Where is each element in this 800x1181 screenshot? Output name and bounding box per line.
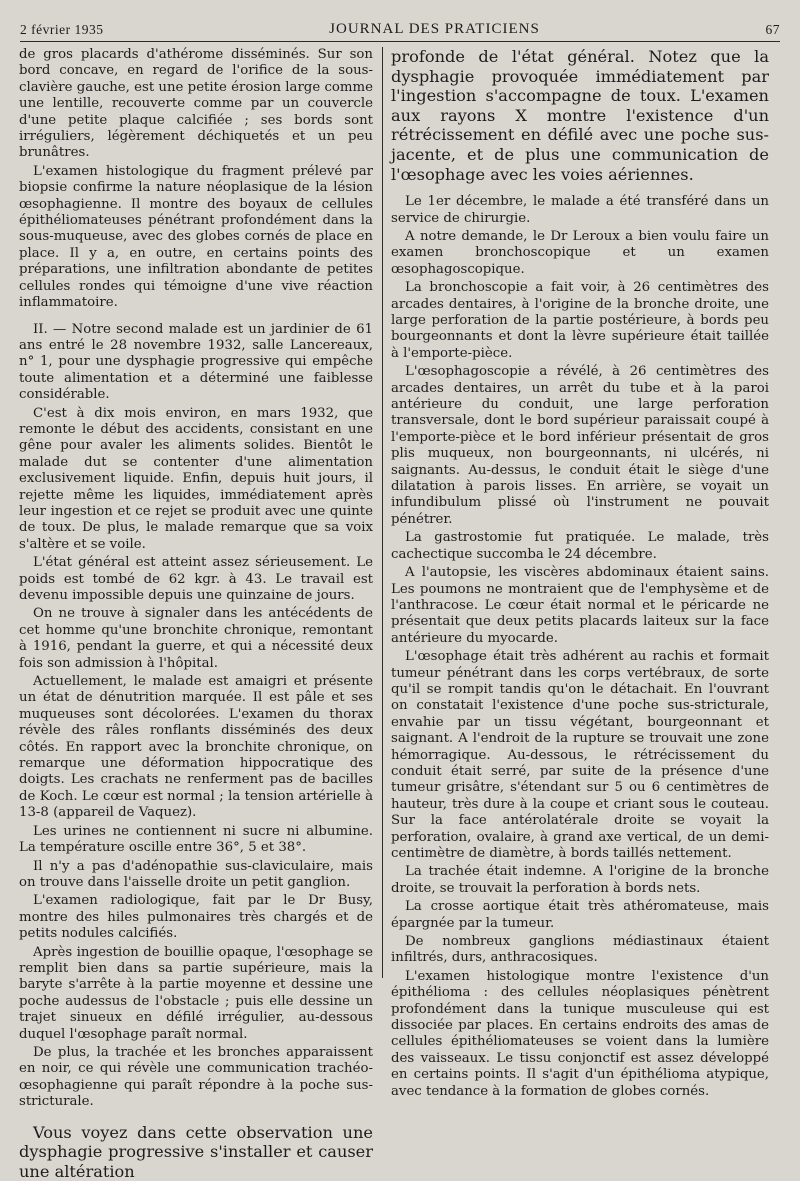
paragraph: On ne trouve à signaler dans les antécédents de cet homme qu'une bronchite chronique, remontant à 1916, pendant la guerre, et qui a nécessité deux fois son admission à l'hôpital. bbox=[19, 606, 373, 671]
paragraph: A l'autopsie, les viscères abdominaux étaient sains. Les poumons ne montraient que de l'emphysème et de l'anthracose. Le cœur était normal et le péricarde ne présentait que deux petits placards laiteux sur la face antérieure du myocarde. bbox=[391, 565, 769, 646]
paragraph: Il n'y a pas d'adénopathie sus-claviculaire, mais on trouve dans l'aisselle droite un petit ganglion. bbox=[19, 858, 373, 890]
paragraph: II. — Notre second malade est un jardinier de 61 ans entré le 28 novembre 1932, salle Lancereaux, n° 1, pour une dysphagie progressive qui empêche toute alimentation et a déterminé une faiblesse considérable. bbox=[19, 321, 373, 403]
paragraph: L'état général est atteint assez sérieusement. Le poids est tombé de 62 kgr. à 43. Le travail est devenu impossible depuis une quinzaine de jours. bbox=[19, 555, 373, 603]
journal-title: JOURNAL DES PRATICIENS bbox=[329, 21, 540, 37]
left-column bbox=[19, 47, 373, 1181]
paragraph: L'examen histologique montre l'existence d'un épithélioma : des cellules néoplasiques pénètrent profondément dans la tunique musculeuse qui est dissociée par places. En certains endroits des amas de cellules épithéliomateuses se voient dans la lumière des vaisseaux. Le tissu conjonctif est assez développé en certains points. Il s'agit d'un épithélioma atypique, avec tendance à la formation de globes cornés. bbox=[391, 968, 769, 1099]
paragraph: L'œsophage était très adhérent au rachis et formait tumeur pénétrant dans les corps vertébraux, de sorte qu'il se rompit tandis qu'on le détachait. En l'ouvrant on constatait l'existence d'une poche sus-stricturale, envahie par un tissu végétant, bourgeonnant et saignant. A l'endroit de la rupture se trouvait une zone hémorragique. Au-dessous, le rétrécissement du conduit était serré, par suite de la présence d'une tumeur grisâtre, s'étendant sur 5 ou 6 centimètres de hauteur, très dure à la coupe et criant sous le couteau. Sur la face antérolatérale droite se voyait la perforation, ovalaire, à grand axe vertical, de un demi-centimètre de diamètre, à bords taillés nettement. bbox=[391, 649, 769, 861]
paragraph: La bronchoscopie a fait voir, à 26 centimètres des arcades dentaires, à l'origine de la bronche droite, une large perforation de la partie postérieure, à bords peu bourgeonnants et dont la lèvre supérieure était taillée à l'emporte-pièce. bbox=[391, 280, 769, 361]
paragraph: L'œsophagoscopie a révélé, à 26 centimètres des arcades dentaires, un arrêt du tube et à la paroi antérieure du conduit, une large perforation transversale, dont le bord supérieur paraissait coupé à l'emporte-pièce et le bord inférieur présentait de gros plis muqueux, non bourgeonnants, ni ulcérés, ni saignants. Au-dessus, le conduit était le siège d'une dilatation à parois lisses. En arrière, se voyait un infundibulum plissé où l'instrument ne pouvait pénétrer. bbox=[391, 364, 769, 527]
issue-date: 2 février 1935 bbox=[20, 22, 104, 37]
running-header bbox=[20, 14, 780, 42]
column-divider bbox=[382, 47, 383, 978]
paragraph: Le 1er décembre, le malade a été transféré dans un service de chirurgie. bbox=[391, 194, 769, 226]
paragraph-large: Vous voyez dans cette observation une dysphagie progressive s'installer et causer une altération bbox=[19, 1122, 373, 1181]
paragraph: L'examen histologique du fragment prélevé par biopsie confirme la nature néoplasique de la lésion œsophagienne. Il montre des boyaux de cellules épithéliomateuses pénétrant profondément dans la sous-muqueuse, avec des globes cornés de place en place. Il y a, en outre, en certains points des préparations, une infiltration abondante de petites cellules rondes qui témoigne d'une vive réaction inflammatoire. bbox=[19, 163, 373, 311]
paragraph: La gastrostomie fut pratiquée. Le malade, très cachectique succomba le 24 décembre. bbox=[391, 530, 769, 562]
paragraph: A notre demande, le Dr Leroux a bien voulu faire un examen bronchoscopique et un examen œsophagoscopique. bbox=[391, 228, 769, 277]
paragraph: Actuellement, le malade est amaigri et présente un état de dénutrition marquée. Il est pâle et ses muqueuses sont décolorées. L'examen du thorax révèle des râles ronflants disséminés des deux côtés. En rapport avec la bronchite chronique, on remarque une déformation hippocratique des doigts. Les crachats ne renferment pas de bacilles de Koch. Le cœur est normal ; la tension artérielle à 13-8 (appareil de Vaquez). bbox=[19, 674, 373, 821]
paragraph: De nombreux ganglions médiastinaux étaient infiltrés, durs, anthracosiques. bbox=[391, 934, 769, 966]
paragraph: C'est à dix mois environ, en mars 1932, que remonte le début des accidents, consistant en une gêne pour avaler les aliments solides. Bientôt le malade dut se contenter d'une alimentation exclusivement liquide. Enfin, depuis huit jours, il rejette même les liquides, immédiatement après leur ingestion et ce rejet se produit avec une quinte de toux. De plus, le malade remarque que sa voix s'altère et se voile. bbox=[19, 405, 373, 552]
paragraph: Après ingestion de bouillie opaque, l'œsophage se remplit bien dans sa partie supérieure, mais la baryte s'arrête à la partie moyenne et dessine une poche audessus de l'obstacle ; puis elle dessine un trajet sinueux en défilé irrégulier, au-dessous duquel l'œsophage paraît normal. bbox=[19, 944, 373, 1042]
page-number: 67 bbox=[765, 22, 780, 37]
paragraph: La crosse aortique était très athéromateuse, mais épargnée par la tumeur. bbox=[391, 899, 769, 931]
paragraph-large: profonde de l'état général. Notez que la dysphagie provoquée immédiatement par l'ingestion s'accompagne de toux. L'examen aux rayons X montre l'existence d'un rétrécissement en défilé avec une poche sus-jacente, et de plus une communication de l'œsophage avec les voies aériennes. bbox=[391, 47, 769, 184]
paragraph: L'examen radiologique, fait par le Dr Busy, montre des hiles pulmonaires très chargés et de petits nodules calcifiés. bbox=[19, 893, 373, 942]
right-column bbox=[391, 47, 769, 1099]
paragraph: De plus, la trachée et les bronches apparaissent en noir, ce qui révèle une communication trachéo-œsophagienne qui paraît répondre à la poche sus-stricturale. bbox=[19, 1044, 373, 1110]
paragraph: La trachée était indemne. A l'origine de la bronche droite, se trouvait la perforation à bords nets. bbox=[391, 864, 769, 896]
paragraph: Les urines ne contiennent ni sucre ni albumine. La température oscille entre 36°, 5 et 38°. bbox=[19, 823, 373, 856]
paragraph: de gros placards d'athérome disséminés. Sur son bord concave, en regard de l'orifice de la sous-clavière gauche, est une petite érosion large comme une lentille, recouverte comme par un couvercle d'une petite plaque calcifiée ; ses bords sont irréguliers, légèrement déchiquetés et un peu brunâtres. bbox=[19, 47, 373, 161]
